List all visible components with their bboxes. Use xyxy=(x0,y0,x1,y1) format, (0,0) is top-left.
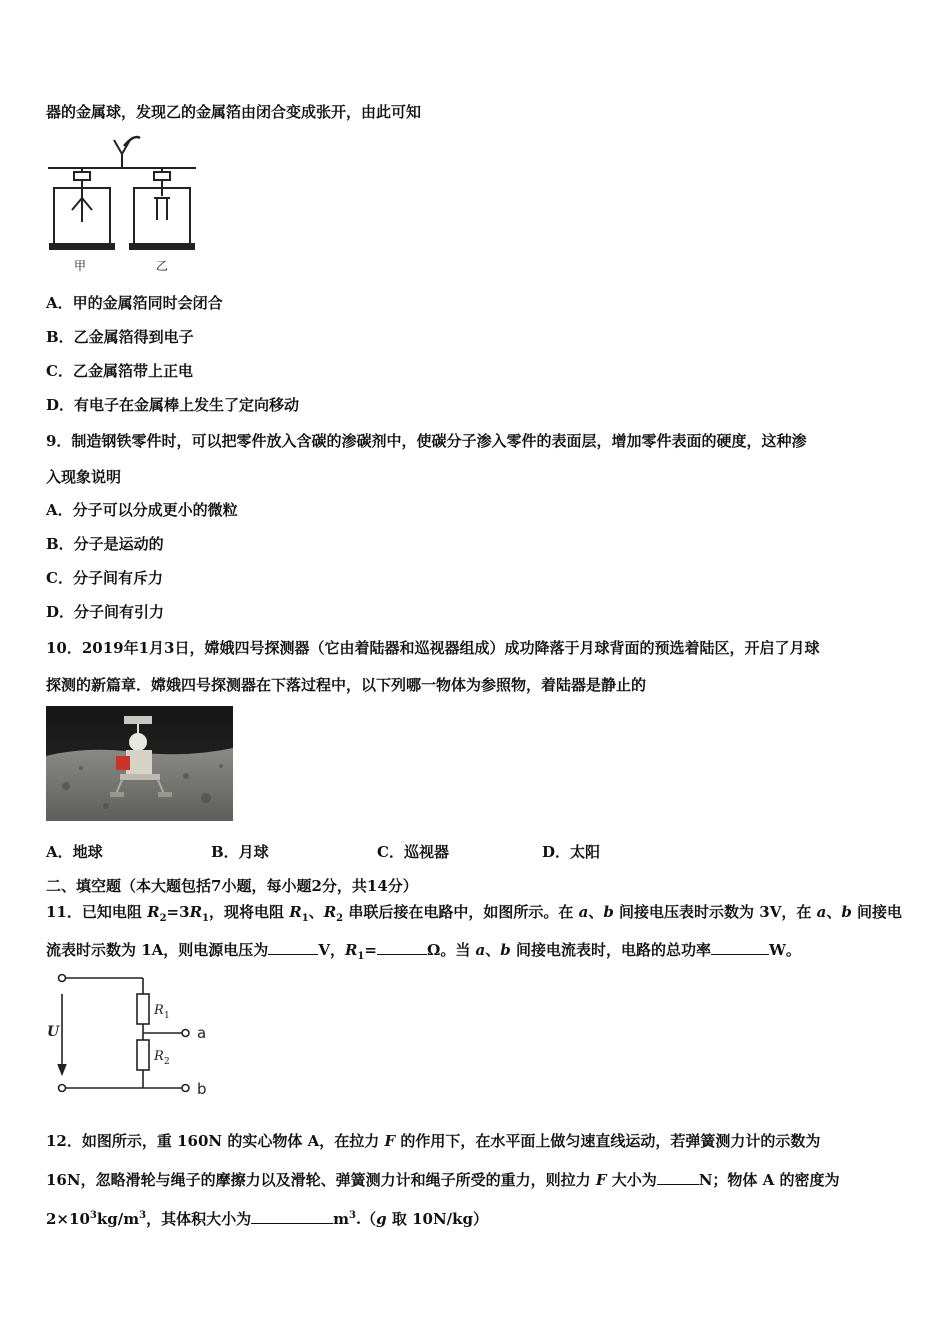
section-heading: 二、填空题（本大题包括7小题，每小题2分，共14分） xyxy=(46,877,418,895)
terminal-top-left xyxy=(59,975,66,982)
q8-option-b: B．乙金属箔得到电子 xyxy=(46,328,194,346)
q11-stem-line2: 流表时示数为 1A，则电源电压为 V，$R_1= \Omega$。当 a、b 间接电流表时，电路的总功率 W。 xyxy=(46,941,801,962)
q9-stem-line1: 9．制造钢铁零件时，可以把零件放入含碳的渗碳剂中，使碳分子渗入零件的表面层，增加零件表面的硬度，这种渗 xyxy=(46,432,807,450)
q8-option-a: A．甲的金属箔同时会闭合 xyxy=(46,294,223,312)
circuit-diagram xyxy=(44,968,224,1098)
q10-option-d: D．太阳 xyxy=(542,843,601,861)
label-b: b xyxy=(197,1080,207,1098)
answer-blank[interactable] xyxy=(711,939,769,955)
electroscope-right xyxy=(130,168,194,249)
resistor-r2 xyxy=(137,1040,149,1070)
label-yi: 乙 xyxy=(156,259,169,273)
label-r2: R xyxy=(154,1049,164,1064)
label-u: U xyxy=(47,1024,60,1040)
q8-stem-tail: 器的金属球，发现乙的金属箔由闭合变成张开，由此可知 xyxy=(46,103,422,121)
q9-option-c: C．分子间有斥力 xyxy=(46,569,163,587)
answer-blank[interactable] xyxy=(251,1208,333,1224)
svg-text:1: 1 xyxy=(164,1011,170,1021)
q10-option-c: C．巡视器 xyxy=(377,843,449,861)
q9-option-d: D．分子间有引力 xyxy=(46,603,165,621)
q12-stem-line1: 12．如图所示，重 160N 的实心物体 A，在拉力 F 的作用下，在水平面上做匀速直线运动，若弹簧测力计的示数为 xyxy=(46,1132,821,1150)
electroscope-left xyxy=(50,168,114,249)
q10-option-a: A．地球 xyxy=(46,843,103,861)
label-a: a xyxy=(197,1024,207,1042)
resistor-r1 xyxy=(137,994,149,1024)
svg-text:2: 2 xyxy=(164,1057,170,1067)
metal-rod-and-holder xyxy=(48,137,196,168)
terminal-a xyxy=(182,1030,189,1037)
q8-option-d: D．有电子在金属棒上发生了定向移动 xyxy=(46,396,300,414)
answer-blank[interactable] xyxy=(657,1169,699,1185)
q8-option-c: C．乙金属箔带上正电 xyxy=(46,362,193,380)
label-jia: 甲 xyxy=(74,259,87,273)
lunar-lander-photo xyxy=(46,706,233,821)
q11-stem-line1: 11．已知电阻 $R_2=3R_1$，现将电阻 $R_1$、$R_2$ 串联后接在电路中，如图所示。在 a、b 间接电压表时示数为 3V，在 a、b 间接电 xyxy=(46,903,903,924)
q9-option-a: A．分子可以分成更小的微粒 xyxy=(46,501,238,519)
q10-stem-line1: 10．2019年1月3日，嫦娥四号探测器（它由着陆器和巡视器组成）成功降落于月球背面的预选着陆区，开启了月球 xyxy=(46,639,820,657)
q10-stem-line2: 探测的新篇章．嫦娥四号探测器在下落过程中，以下列哪一物体为参照物，着陆器是静止的 xyxy=(46,676,647,694)
answer-blank[interactable] xyxy=(268,939,318,955)
q9-stem-line2: 入现象说明 xyxy=(46,468,122,486)
q12-stem-line2: 16N，忽略滑轮与绳子的摩擦力以及滑轮、弹簧测力计和绳子所受的重力，则拉力 F 大小为 N；物体 A 的密度为 xyxy=(46,1171,840,1189)
electroscope-figure xyxy=(44,132,204,277)
terminal-b xyxy=(182,1085,189,1092)
label-r1: R xyxy=(154,1003,164,1018)
terminal-bottom-left xyxy=(59,1085,66,1092)
q10-option-b: B．月球 xyxy=(211,843,269,861)
q9-option-b: B．分子是运动的 xyxy=(46,535,164,553)
answer-blank[interactable] xyxy=(377,939,427,955)
q12-stem-line3: $2\times 10^3kg/m^3$，其体积大小为 $m^3.(g$ 取 10N/kg） xyxy=(46,1210,489,1228)
